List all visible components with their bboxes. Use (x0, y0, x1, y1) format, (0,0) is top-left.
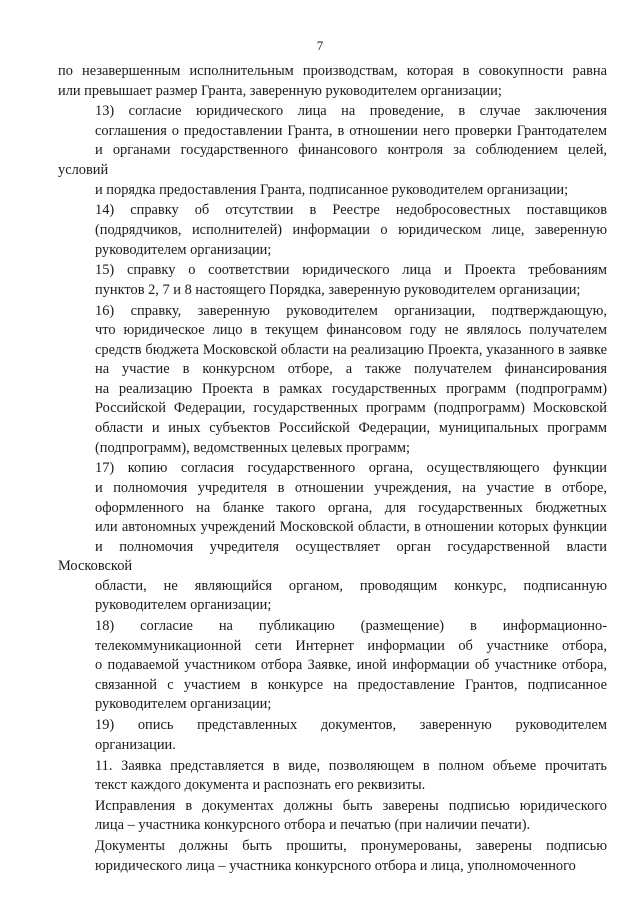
text-line: Российской Федерации, государственных программ (подпрограмм) Московской (95, 400, 607, 417)
text-line: организации. (95, 736, 176, 753)
paragraph-binding (58, 837, 607, 876)
text-line: и порядка предоставления Гранта, подписанное руководителем организации; (95, 181, 569, 198)
text-line: (подрядчиков, исполнителей) информации о юридическом лице, заверенную (95, 221, 607, 238)
paragraph-corrections (58, 797, 607, 836)
text-line: 17) копию согласия государственного органа, осуществляющего функции (95, 460, 607, 477)
paragraph-continuation (58, 62, 607, 101)
text-line: 18) согласие на публикацию (размещение) в информационно- (95, 618, 607, 635)
text-line: и органами государственного финансового контроля за соблюдением целей, условий (58, 142, 607, 179)
text-line: 19) опись представленных документов, заверенную руководителем (95, 717, 607, 734)
text-line: 13) согласие юридического лица на проведение, в случае заключения (95, 103, 607, 120)
text-line: 14) справку об отсутствии в Реестре недобросовестных поставщиков (95, 202, 607, 219)
text-line: пунктов 2, 7 и 8 настоящего Порядка, заверенную руководителем организации; (95, 281, 581, 298)
text-line: области, не являющийся органом, проводящим конкурс, подписанную (95, 577, 607, 594)
text-line: руководителем организации; (95, 241, 272, 258)
text-line: (подпрограмм), ведомственных целевых программ; (95, 439, 410, 456)
text-line: о подаваемой участником отбора Заявке, иной информации об участнике отбора, (95, 657, 607, 674)
text-line: на реализацию Проекта в рамках государственных программ (подпрограмм) (95, 380, 607, 397)
text-line: по незавершенным исполнительным производствам, которая в совокупности равна (58, 63, 607, 79)
text-line: оформленного на бланке такого органа, для государственных бюджетных (95, 499, 607, 516)
text-line: или автономных учреждений Московской области, в отношении которых функции (95, 519, 607, 536)
text-line: области и иных субъектов Российской Федерации, муниципальных программ (95, 420, 607, 437)
text-line: 16) справку, заверенную руководителем организации, подтверждающую, (95, 302, 607, 319)
text-line: и полномочия учредителя осуществляет орган государственной власти Московской (58, 538, 607, 575)
paragraph-item-15 (58, 261, 607, 300)
text-line: юридического лица – участника конкурсного отбора и лица, уполномоченного (95, 857, 576, 874)
text-line: или превышает размер Гранта, заверенную руководителем организации; (58, 82, 502, 99)
text-line: лица – участника конкурсного отбора и печатью (при наличии печати). (95, 817, 531, 834)
text-line: 15) справку о соответствии юридического лица и Проекта требованиям (95, 262, 607, 279)
text-line: Исправления в документах должны быть заверены подписью юридического (95, 797, 607, 814)
text-line: средств бюджета Московской области на реализацию Проекта, указанного в заявке (95, 341, 607, 358)
text-line: руководителем организации; (95, 597, 272, 614)
paragraph-item-17 (58, 459, 607, 615)
paragraph-item-19 (58, 716, 607, 755)
paragraph-clause-11 (58, 757, 607, 796)
text-line: 11. Заявка представляется в виде, позволяющем в полном объеме прочитать (95, 757, 607, 774)
document-body (58, 62, 607, 878)
text-line: связанной с участием в конкурсе на предоставление Грантов, подписанное (95, 676, 607, 693)
text-line: телекоммуникационной сети Интернет информации об участнике отбора, (95, 637, 607, 654)
text-line: руководителем организации; (95, 696, 272, 713)
text-line: соглашения о предоставлении Гранта, в отношении него проверки Грантодателем (95, 122, 607, 139)
text-line: на участие в конкурсном отборе, а также получателем финансирования (95, 361, 607, 378)
text-line: и полномочия учредителя в отношении учреждения, на участие в отборе, (95, 479, 607, 496)
paragraph-item-13 (58, 102, 607, 200)
text-line: что юридическое лицо в текущем финансовом году не являлось получателем (95, 322, 607, 339)
paragraph-item-16 (58, 302, 607, 458)
paragraph-item-14 (58, 201, 607, 260)
text-line: Документы должны быть прошиты, пронумерованы, заверены подписью (95, 838, 607, 855)
page-number: 7 (316, 38, 324, 53)
paragraph-item-18 (58, 617, 607, 715)
text-line: текст каждого документа и распознать его реквизиты. (95, 777, 426, 794)
